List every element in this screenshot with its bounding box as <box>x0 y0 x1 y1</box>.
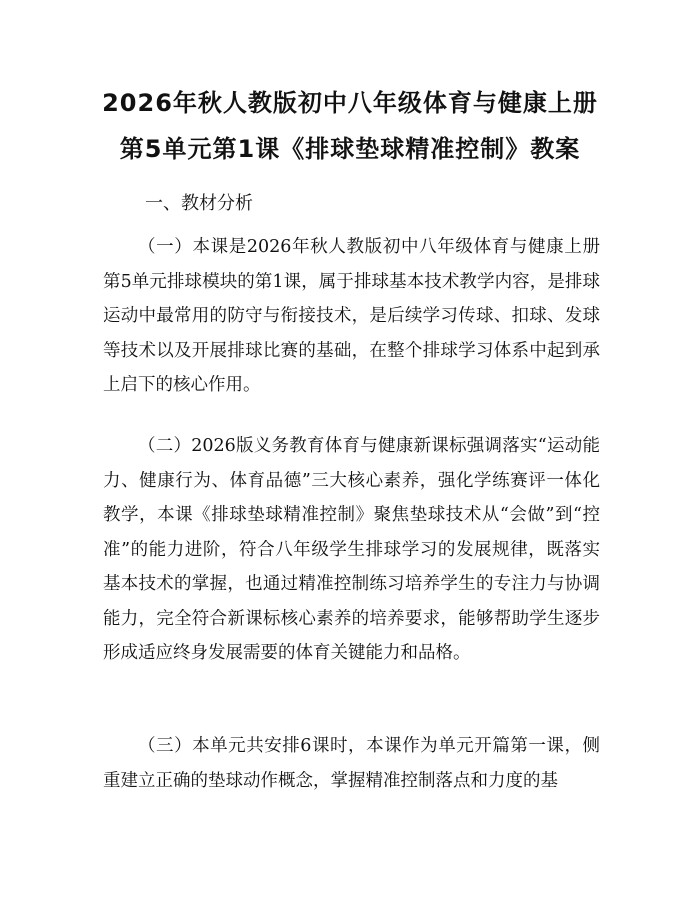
document-title-line-1: 2026年秋人教版初中八年级体育与健康上册 <box>102 89 598 117</box>
document-title-line-2: 第5单元第1课《排球垫球精准控制》教案 <box>119 135 581 163</box>
section-heading: 一、教材分析 <box>145 193 253 214</box>
paragraph-3: （三）本单元共安排6课时，本课作为单元开篇第一课，侧重建立正确的垫球动作概念，掌握精准控制落点和力度的基 <box>103 736 600 791</box>
paragraph-2: （二）2026版义务教育体育与健康新课标强调落实“运动能力、健康行为、体育品德”三大核心素养，强化学练赛评一体化教学，本课《排球垫球精准控制》聚焦垫球技术从“会做”到“控准”的能力进阶，符合八年级学生排球学习的发展规律，既落实基本技术的掌握，也通过精准控制练习培养学生的专注力与协调能力，完全符合新课标核心素养的培养要求，能够帮助学生逐步形成适应终身发展需要的体育关键能力和品格。 <box>103 436 600 663</box>
paragraph-1: （一）本课是2026年秋人教版初中八年级体育与健康上册第5单元排球模块的第1课，属于排球基本技术教学内容，是排球运动中最常用的防守与衔接技术，是后续学习传球、扣球、发球等技术以及开展排球比赛的基础，在整个排球学习体系中起到承上启下的核心作用。 <box>103 237 600 395</box>
